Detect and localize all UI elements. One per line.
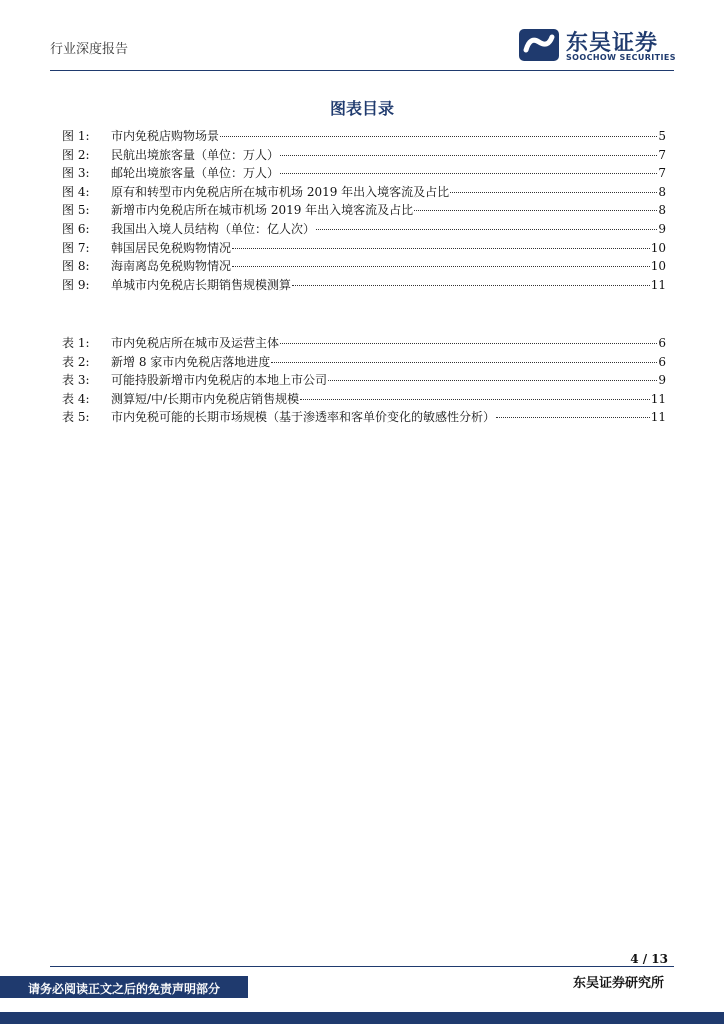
dot-leader bbox=[496, 417, 650, 418]
dot-leader bbox=[450, 192, 657, 193]
entry-title: 市内免税店购物场景 bbox=[111, 129, 220, 143]
toc-entry-table[interactable] bbox=[62, 390, 666, 409]
entry-title: 市内免税店所在城市及运营主体 bbox=[111, 336, 280, 350]
toc-entry-figure[interactable] bbox=[62, 276, 666, 295]
toc-entry-figure[interactable] bbox=[62, 146, 666, 165]
entry-label: 图 6: bbox=[62, 221, 90, 236]
toc-entry-figure[interactable] bbox=[62, 257, 666, 276]
entry-title: 可能持股新增市内免税店的本地上市公司 bbox=[111, 373, 328, 388]
entry-page: 6 bbox=[658, 336, 666, 350]
dot-leader bbox=[328, 380, 657, 381]
figure-list bbox=[62, 127, 666, 294]
entry-title: 单城市内免税店长期销售规模测算 bbox=[111, 277, 292, 292]
entry-label: 表 5: bbox=[62, 410, 90, 425]
dot-leader bbox=[232, 248, 650, 249]
report-type-label: 行业深度报告 bbox=[50, 42, 129, 57]
entry-page: 11 bbox=[650, 410, 666, 425]
entry-page: 11 bbox=[650, 391, 666, 406]
footer-divider bbox=[50, 966, 674, 967]
entry-label: 表 2: bbox=[62, 354, 90, 369]
brand-name-cn: 东吴证券 bbox=[566, 31, 659, 56]
toc-entry-figure[interactable] bbox=[62, 127, 666, 146]
dot-leader bbox=[220, 136, 657, 137]
entry-label: 表 1: bbox=[62, 336, 90, 350]
brand-logo bbox=[518, 26, 678, 66]
entry-page: 10 bbox=[650, 240, 666, 255]
brand-logo-icon bbox=[518, 28, 560, 62]
entry-page: 7 bbox=[658, 166, 666, 181]
entry-label: 图 4: bbox=[62, 184, 90, 199]
footer-band bbox=[0, 1012, 724, 1024]
toc-entry-table[interactable] bbox=[62, 334, 666, 353]
entry-label: 图 1: bbox=[62, 129, 90, 143]
entry-page: 9 bbox=[658, 373, 666, 388]
entry-title: 原有和转型市内免税店所在城市机场 2019 年出入境客流及占比 bbox=[111, 184, 450, 199]
entry-title: 新增市内免税店所在城市机场 2019 年出入境客流及占比 bbox=[111, 203, 414, 218]
entry-label: 图 8: bbox=[62, 259, 90, 274]
entry-label: 表 3: bbox=[62, 373, 90, 388]
toc-entry-figure[interactable] bbox=[62, 183, 666, 202]
entry-page: 9 bbox=[658, 221, 666, 236]
dot-leader bbox=[316, 229, 657, 230]
entry-title: 韩国居民免税购物情况 bbox=[111, 240, 232, 255]
entry-title: 海南离岛免税购物情况 bbox=[111, 259, 232, 274]
footer-organization: 东吴证券研究所 bbox=[572, 976, 664, 991]
entry-title: 邮轮出境旅客量（单位：万人） bbox=[111, 166, 280, 181]
toc-entry-figure[interactable] bbox=[62, 239, 666, 258]
entry-title: 测算短/中/长期市内免税店销售规模 bbox=[111, 391, 300, 406]
toc-entry-table[interactable] bbox=[62, 371, 666, 390]
entry-page: 5 bbox=[658, 129, 666, 143]
dot-leader bbox=[300, 399, 650, 400]
entry-label: 图 2: bbox=[62, 147, 90, 162]
header-divider bbox=[50, 70, 674, 71]
entry-title: 市内免税可能的长期市场规模（基于渗透率和客单价变化的敏感性分析） bbox=[111, 410, 496, 425]
entry-label: 表 4: bbox=[62, 391, 90, 406]
entry-page: 7 bbox=[658, 147, 666, 162]
toc-entry-table[interactable] bbox=[62, 353, 666, 372]
dot-leader bbox=[414, 210, 657, 211]
entry-label: 图 7: bbox=[62, 240, 90, 255]
brand-name-en: SOOCHOW SECURITIES bbox=[566, 53, 676, 62]
entry-page: 6 bbox=[658, 354, 666, 369]
toc-entry-table[interactable] bbox=[62, 408, 666, 427]
table-list bbox=[62, 334, 666, 427]
dot-leader bbox=[280, 173, 657, 174]
dot-leader bbox=[280, 155, 657, 156]
entry-title: 我国出入境人员结构（单位：亿人次） bbox=[111, 221, 316, 236]
entry-page: 10 bbox=[650, 259, 666, 274]
dot-leader bbox=[292, 285, 650, 286]
entry-title: 民航出境旅客量（单位：万人） bbox=[111, 147, 280, 162]
entry-label: 图 5: bbox=[62, 203, 90, 218]
toc-entry-figure[interactable] bbox=[62, 164, 666, 183]
entry-title: 新增 8 家市内免税店落地进度 bbox=[111, 354, 271, 369]
dot-leader bbox=[271, 362, 657, 363]
dot-leader bbox=[232, 266, 650, 267]
entry-page: 11 bbox=[650, 277, 666, 292]
toc-title: 图表目录 bbox=[329, 99, 394, 118]
entry-label: 图 3: bbox=[62, 166, 90, 181]
page-number: 4 / 13 bbox=[630, 952, 668, 966]
toc-entry-figure[interactable] bbox=[62, 220, 666, 239]
entry-page: 8 bbox=[658, 184, 666, 199]
entry-page: 8 bbox=[658, 203, 666, 218]
dot-leader bbox=[280, 343, 657, 344]
toc-entry-figure[interactable] bbox=[62, 201, 666, 220]
entry-label: 图 9: bbox=[62, 277, 90, 292]
disclaimer-text: 请务必阅读正文之后的免责声明部分 bbox=[27, 982, 220, 996]
